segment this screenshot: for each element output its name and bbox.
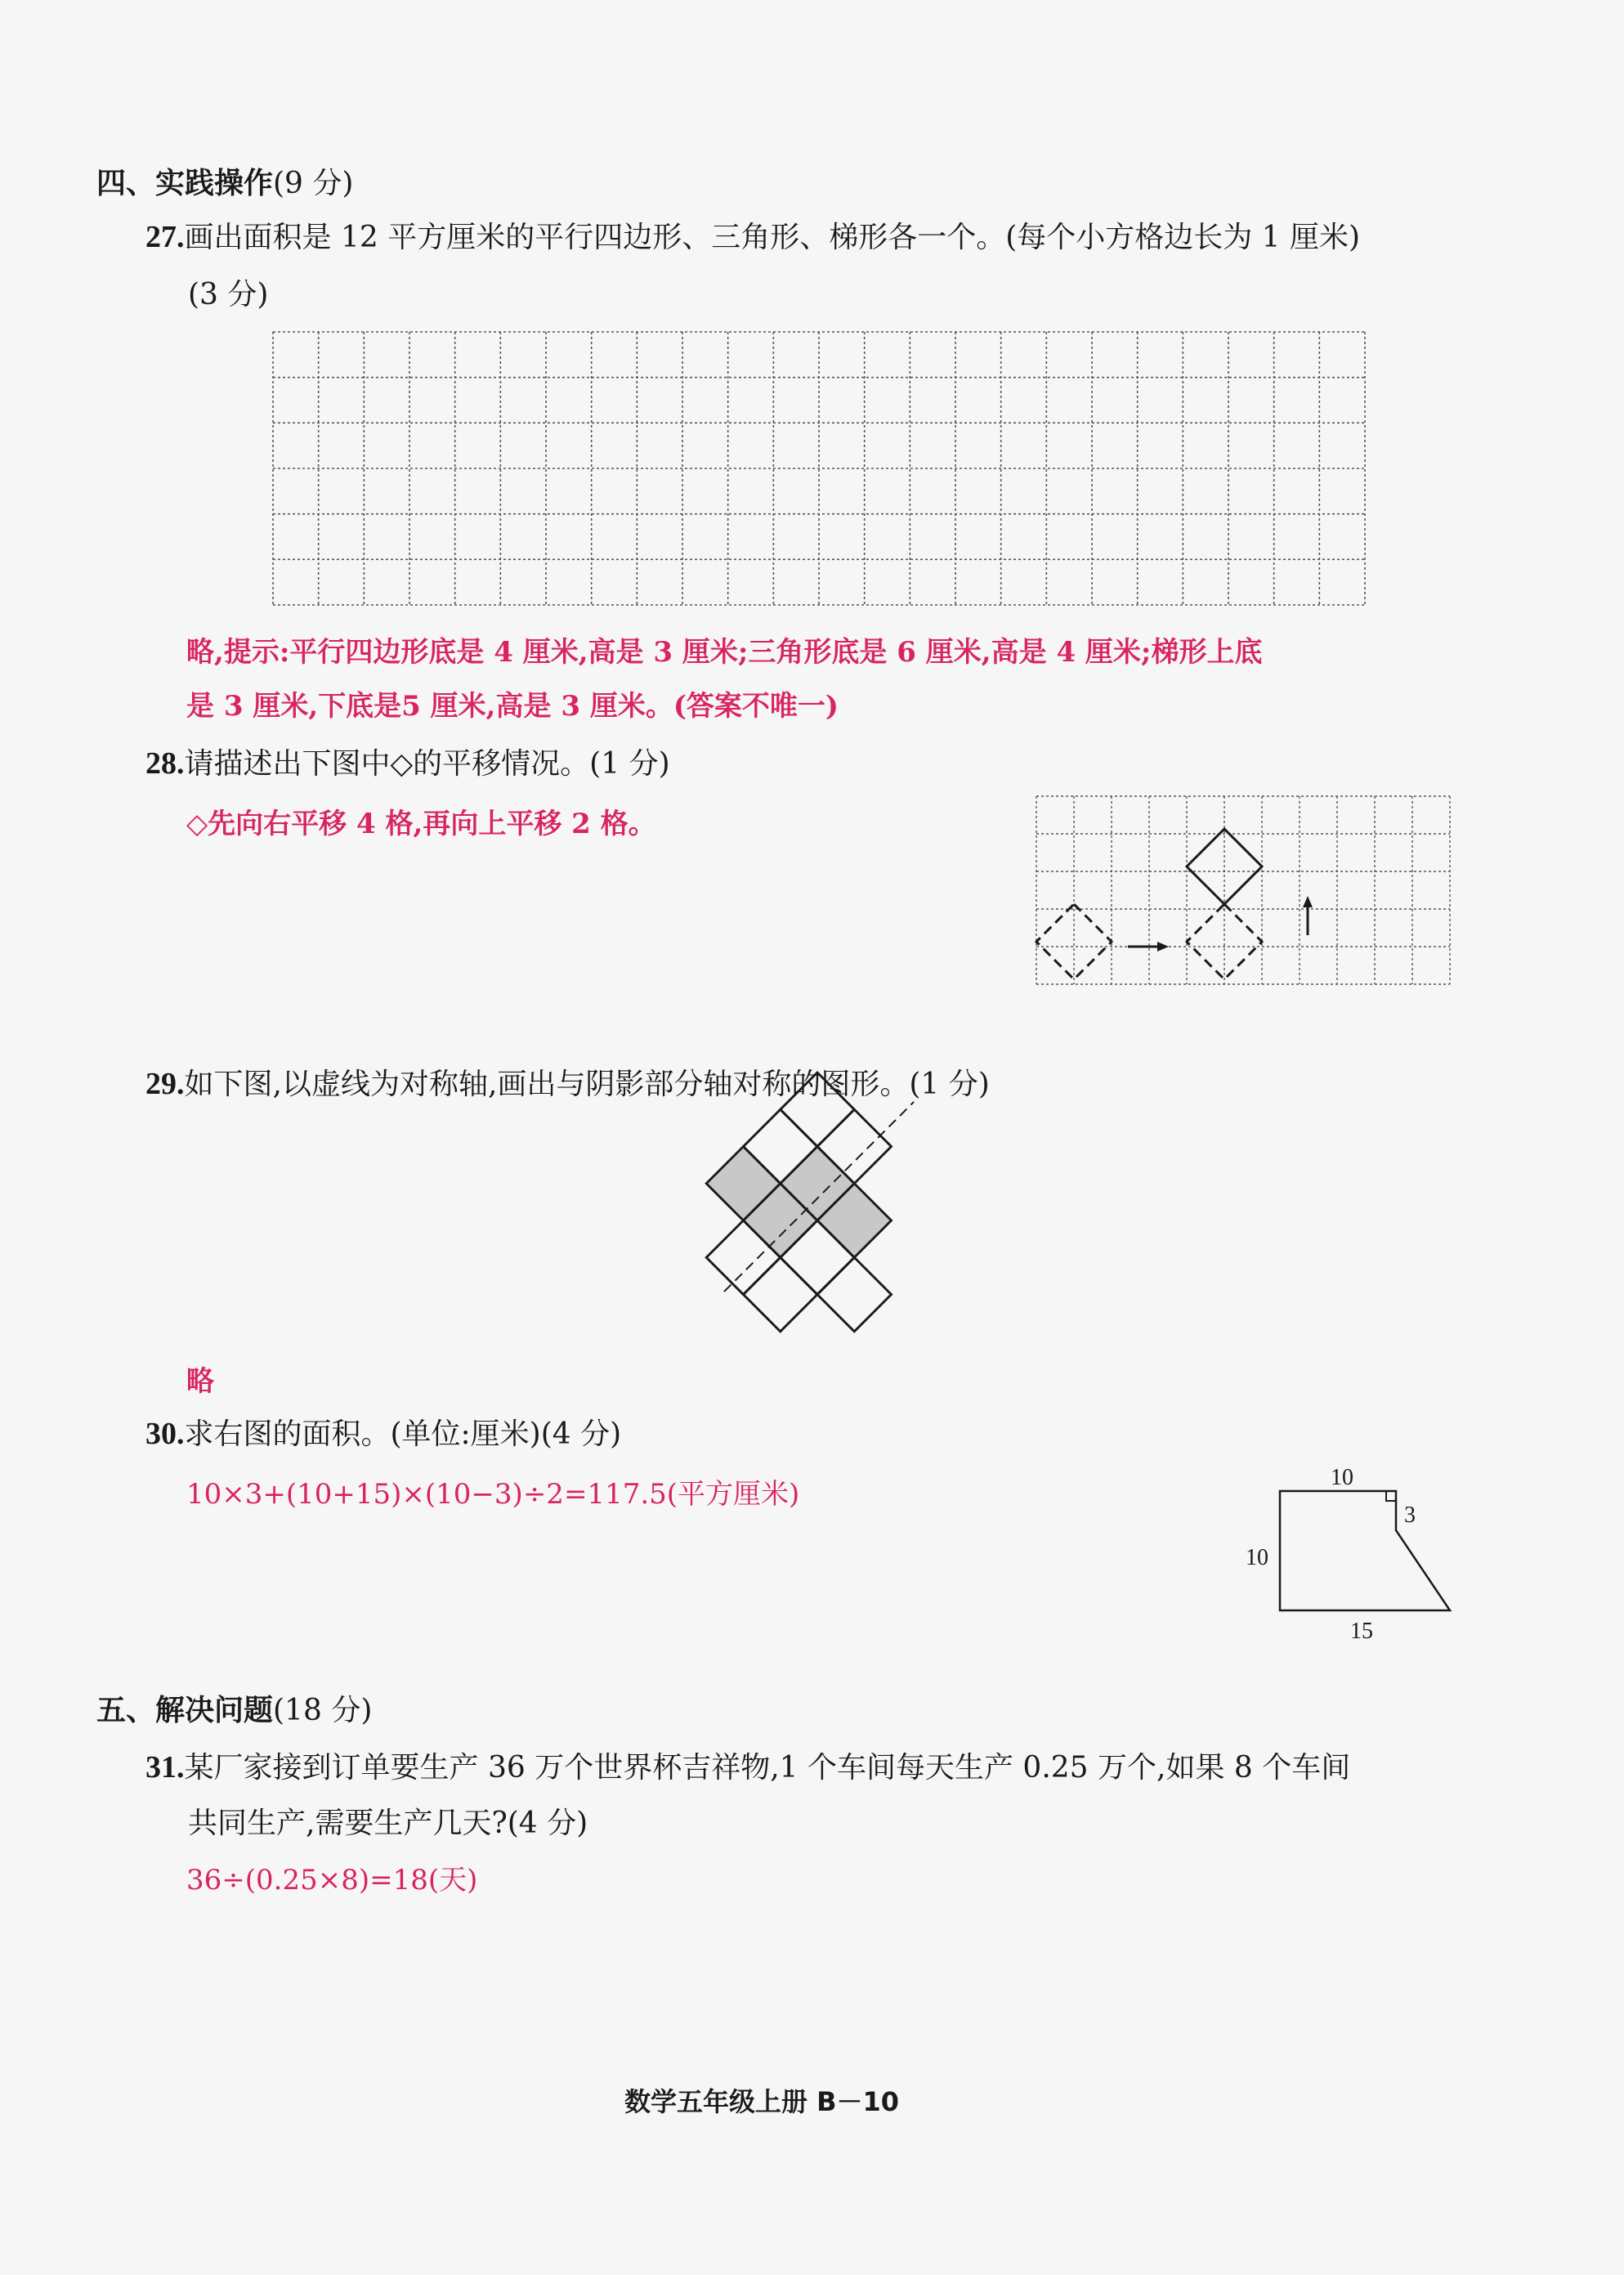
question-28 — [145, 741, 670, 782]
label-bottom: 15 — [1350, 1619, 1373, 1644]
label-left: 10 — [1246, 1545, 1268, 1570]
question-28-number: 28. — [145, 746, 185, 781]
q28-translation-figure — [1036, 796, 1452, 984]
up-arrow-head-icon — [1303, 896, 1313, 907]
question-31-text-line-2: 共同生产,需要生产几天?(4 分) — [188, 1807, 588, 1840]
composite-shape-outline — [1280, 1491, 1450, 1610]
question-27 — [145, 214, 1360, 256]
question-29-number: 29. — [145, 1067, 185, 1101]
section-5-title-text: 五、解决问题 — [96, 1694, 274, 1727]
section-4-title-text: 四、实践操作 — [96, 167, 274, 200]
grid-cell — [781, 1073, 855, 1147]
q30-trapezoid-figure — [1234, 1463, 1471, 1659]
grid-cell — [817, 1257, 892, 1332]
question-30 — [145, 1411, 621, 1453]
question-31-number: 31. — [145, 1750, 185, 1785]
section-4-points: (9 分) — [273, 167, 354, 200]
question-28-text: 请描述出下图中◇的平移情况。(1 分) — [184, 747, 670, 781]
question-31 — [145, 1744, 1350, 1786]
question-29-text: 如下图,以虚线为对称轴,画出与阴影部分轴对称的图形。(1 分) — [184, 1068, 990, 1101]
q29-symmetry-figure — [687, 1073, 964, 1334]
question-31-answer: 36÷(0.25×8)=18(天) — [186, 1864, 478, 1897]
question-29-answer: 略 — [186, 1365, 214, 1398]
section-4-title — [96, 160, 353, 202]
q27-dotted-grid — [273, 332, 1365, 605]
question-27-text: 画出面积是 12 平方厘米的平行四边形、三角形、梯形各一个。(每个小方格边长为 1 厘米) — [184, 221, 1361, 254]
right-angle-mark — [1386, 1491, 1396, 1501]
right-arrow-head-icon — [1157, 942, 1169, 952]
question-31-text-line-1: 某厂家接到订单要生产 36 万个世界杯吉祥物,1 个车间每天生产 0.25 万个,如果 8 个车间 — [184, 1751, 1351, 1785]
question-27-answer-line-2: 是 3 厘米,下底是5 厘米,高是 3 厘米。(答案不唯一) — [186, 690, 839, 723]
question-28-answer: ◇先向右平移 4 格,再向上平移 2 格。 — [186, 808, 656, 840]
question-30-text: 求右图的面积。(单位:厘米)(4 分) — [184, 1417, 622, 1451]
grid-cell — [743, 1257, 817, 1332]
label-top: 10 — [1331, 1465, 1353, 1490]
question-27-answer-line-1: 略,提示:平行四边形底是 4 厘米,高是 3 厘米;三角形底是 6 厘米,高是 4 厘米;梯形上底 — [186, 636, 1263, 669]
label-right: 3 — [1404, 1502, 1416, 1528]
question-30-answer: 10×3+(10+15)×(10−3)÷2=117.5(平方厘米) — [186, 1478, 800, 1511]
question-30-number: 30. — [145, 1417, 185, 1451]
page-footer: 数学五年级上册 B－10 — [624, 2086, 900, 2117]
section-5-title — [96, 1687, 372, 1729]
section-5-points: (18 分) — [273, 1694, 373, 1727]
question-27-number: 27. — [145, 220, 185, 254]
question-27-points: (3 分) — [188, 278, 269, 311]
